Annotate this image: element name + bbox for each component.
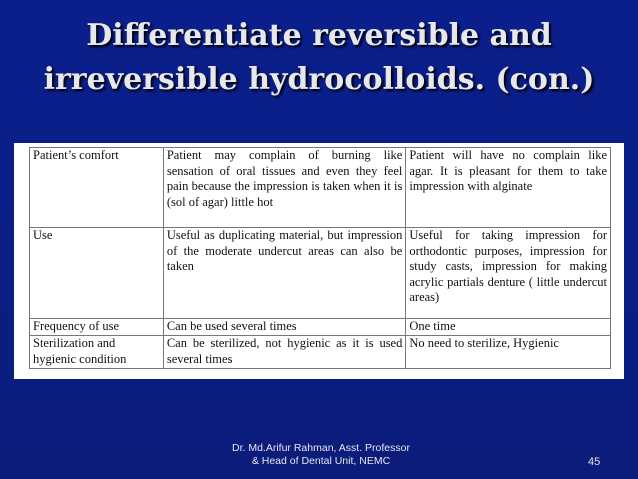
irreversible-cell: One time: [406, 319, 611, 336]
footer-author: Dr. Md.Arifur Rahman, Asst. Professor: [232, 442, 410, 454]
reversible-cell: Can be sterilized, not hygienic as it is used several times: [163, 336, 406, 369]
row-label: Frequency of use: [30, 319, 164, 336]
row-label: Sterilization and hygienic condition: [30, 336, 164, 369]
slide-title: [0, 14, 638, 102]
reversible-cell: Useful as duplicating material, but impression of the moderate undercut areas can also be taken: [163, 228, 406, 319]
irreversible-cell: Patient will have no complain like agar. It is pleasant for them to take impression with alginate: [406, 148, 611, 228]
slide-title-line-2: irreversible hydrocolloids. (con.): [43, 62, 595, 97]
reversible-cell: Patient may complain of burning like sensation of oral tissues and even they feel pain because the impression is taken when it is (sol of agar) little hot: [163, 148, 406, 228]
footer-affiliation: & Head of Dental Unit, NEMC: [251, 455, 391, 467]
slide-title-line-1: Differentiate reversible and: [86, 18, 552, 53]
irreversible-cell: Useful for taking impression for orthodontic purposes, impression for study casts, impression for making acrylic partials denture ( little undercut areas): [406, 228, 611, 319]
reversible-cell: Can be used several times: [163, 319, 406, 336]
table-row: [30, 336, 611, 369]
table-row: [30, 148, 611, 228]
row-label: Use: [30, 228, 164, 319]
slide-footer: [206, 442, 436, 468]
table-row: [30, 228, 611, 319]
comparison-table: [29, 147, 611, 369]
table-row: [30, 319, 611, 336]
irreversible-cell: No need to sterilize, Hygienic: [406, 336, 611, 369]
row-label: Patient’s comfort: [30, 148, 164, 228]
page-number: 45: [588, 456, 601, 468]
comparison-table-panel: [14, 143, 624, 379]
